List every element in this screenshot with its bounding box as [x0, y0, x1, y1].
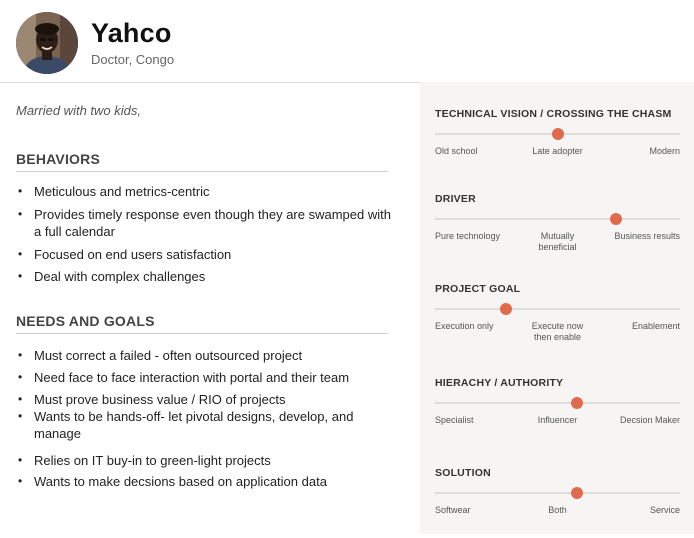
slider-knob[interactable]	[571, 397, 583, 409]
avatar	[16, 12, 78, 74]
behavior-item: • Provides timely response even though they are swamped with a full calendar	[16, 206, 396, 240]
slider-label-left: Specialist	[435, 415, 474, 425]
need-item: • Must correct a failed - often outsourced project	[16, 347, 396, 364]
slider-track	[435, 218, 680, 220]
needs-goals-title: NEEDS AND GOALS	[16, 313, 388, 334]
need-item: • Must prove business value / RIO of projects	[16, 391, 396, 408]
need-item: • Relies on IT buy-in to green-light projects	[16, 452, 396, 469]
slider-knob[interactable]	[500, 303, 512, 315]
slider-title: SOLUTION	[435, 467, 491, 479]
need-item: • Wants to be hands-off- let pivotal designs, develop, and manage	[16, 408, 396, 442]
slider-label-left: Execution only	[435, 321, 494, 331]
slider-title: TECHNICAL VISION / CROSSING THE CHASM	[435, 108, 672, 120]
slider-label-left: Softwear	[435, 505, 471, 515]
slider-track	[435, 402, 680, 404]
slider-label-left: Pure technology	[435, 231, 501, 241]
slider-track	[435, 308, 680, 310]
slider-label-right: Business results	[614, 231, 680, 241]
slider-label-mid: Both	[548, 505, 567, 515]
slider-label-right: Service	[649, 505, 680, 515]
profile-role: Doctor, Congo	[91, 52, 175, 67]
slider-label-mid: Late adopter	[532, 146, 583, 156]
slider-knob[interactable]	[610, 213, 622, 225]
slider-label-right: Decsion Maker	[619, 415, 680, 425]
slider-knob[interactable]	[552, 128, 564, 140]
slider-label-mid: Mutually beneficial	[538, 231, 577, 252]
behavior-item: • Focused on end users satisfaction	[16, 246, 396, 263]
profile-header	[0, 0, 694, 83]
slider-track	[435, 133, 680, 135]
slider-label-mid: Influencer	[537, 415, 578, 425]
slider-title: HIERACHY / AUTHORITY	[435, 377, 564, 389]
profile-bio: Married with two kids,	[16, 103, 141, 118]
slider-knob[interactable]	[571, 487, 583, 499]
slider-label-right: Modern	[649, 146, 680, 156]
attributes-panel	[420, 82, 694, 534]
behavior-item: • Meticulous and metrics-centric	[16, 183, 396, 200]
slider-label-mid: Execute now then enable	[531, 321, 584, 342]
behaviors-title: BEHAVIORS	[16, 151, 388, 172]
slider-label-right: Enablement	[631, 321, 680, 331]
profile-name: Yahco	[91, 18, 172, 48]
need-item: • Need face to face interaction with portal and their team	[16, 369, 396, 386]
needs-goals-list	[16, 347, 396, 490]
slider-label-left: Old school	[435, 146, 478, 156]
need-item: • Wants to make decsions based on application data	[16, 473, 396, 490]
avatar-portrait-icon	[16, 12, 78, 74]
slider-track	[435, 492, 680, 494]
behavior-item: • Deal with complex challenges	[16, 268, 396, 285]
behaviors-list	[16, 183, 396, 285]
slider-title: PROJECT GOAL	[435, 283, 521, 295]
slider-title: DRIVER	[435, 193, 476, 205]
